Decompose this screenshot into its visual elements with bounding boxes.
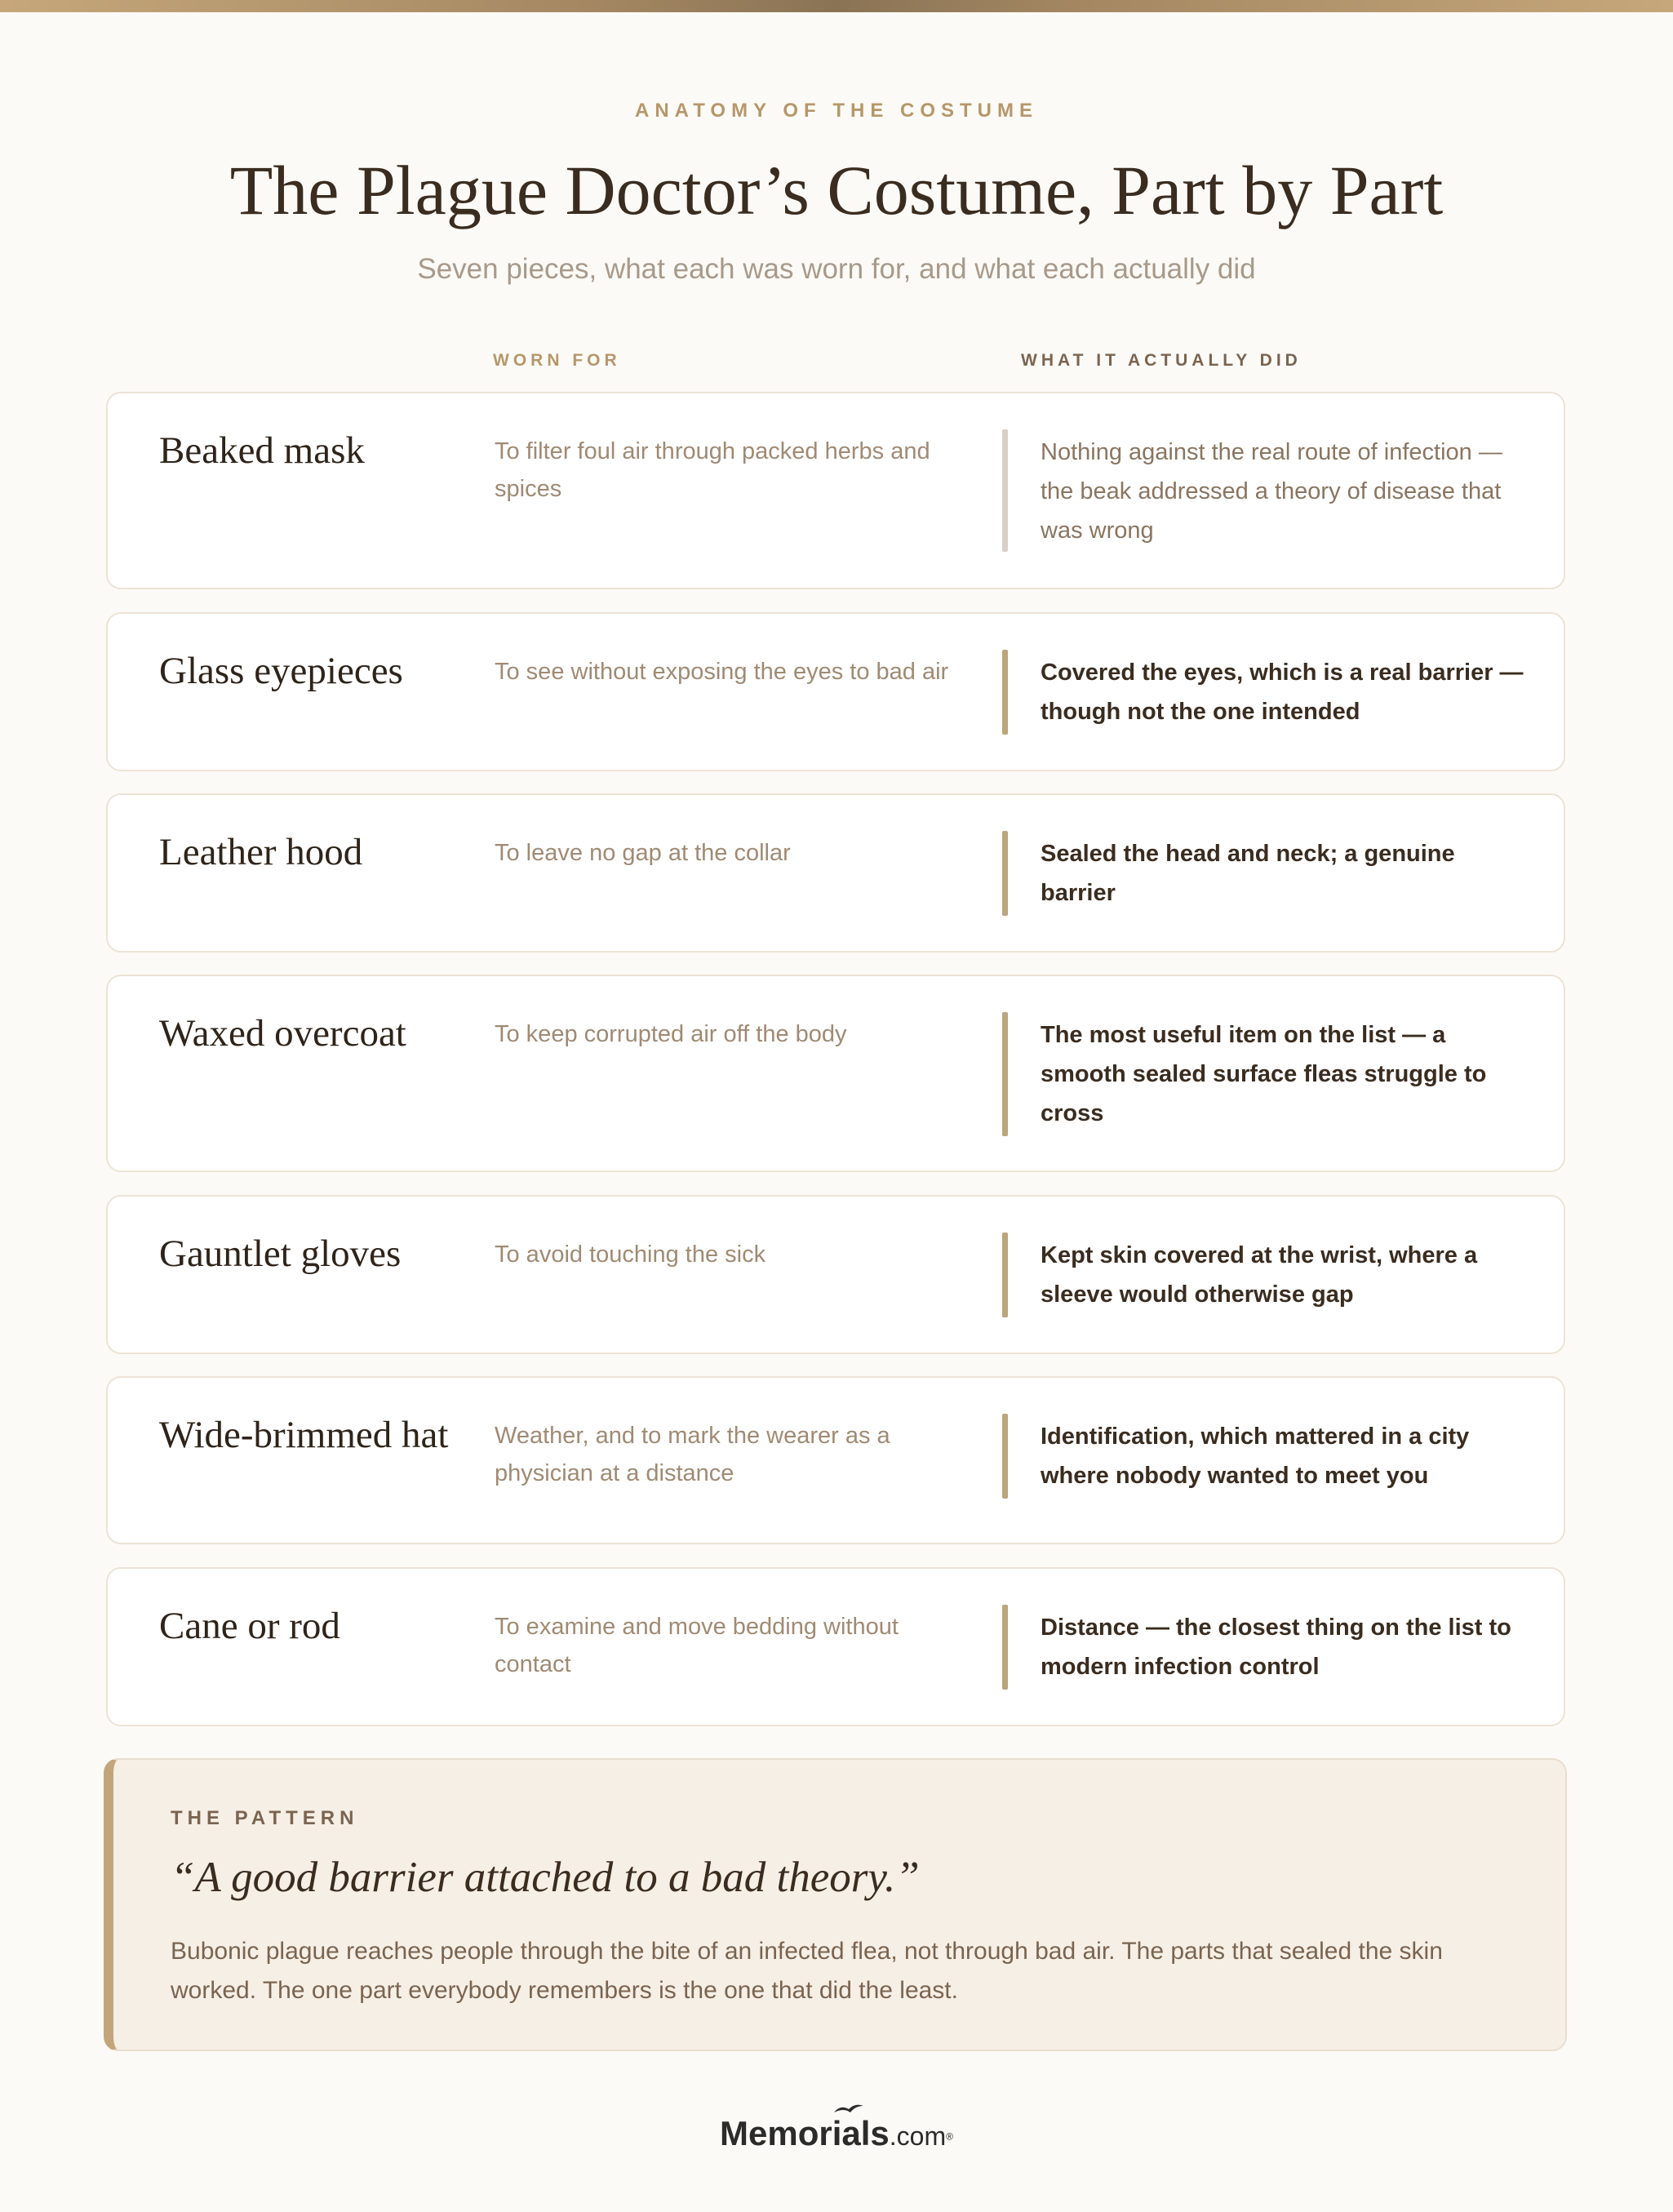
logo-registered: ®	[946, 2130, 953, 2143]
verdict-bar	[1002, 831, 1008, 916]
eyebrow-label: ANATOMY OF THE COSTUME	[634, 100, 1038, 122]
verdict-bar	[1002, 1605, 1008, 1690]
verdict-bar	[1002, 1233, 1008, 1317]
table-row	[106, 612, 1565, 771]
column-header-worn-for: WORN FOR	[493, 351, 621, 370]
logo-wordmark: Memorials	[720, 2114, 890, 2152]
table-row	[106, 1567, 1565, 1726]
part-name: Leather hood	[159, 831, 363, 873]
worn-for-text: To leave no gap at the collar	[495, 840, 791, 866]
actually-did-text: Nothing against the real route of infection — the beak addressed a theory of disease that was wrong	[1041, 439, 1502, 544]
logo-tld: .com	[889, 2121, 947, 2151]
pattern-eyebrow: THE PATTERN	[171, 1807, 359, 1829]
verdict-bar	[1002, 1414, 1008, 1499]
verdict-bar	[1002, 429, 1008, 552]
worn-for-text: To see without exposing the eyes to bad air	[495, 659, 949, 685]
page-title: The Plague Doctor’s Costume, Part by Part	[229, 151, 1444, 229]
pattern-callout	[104, 1758, 1567, 2051]
actually-did-text: Kept skin covered at the wrist, where a sleeve would otherwise gap	[1041, 1242, 1478, 1308]
part-name: Wide-brimmed hat	[159, 1414, 449, 1456]
part-name: Glass eyepieces	[159, 650, 403, 692]
worn-for-text: To filter foul air through packed herbs and spices	[495, 438, 930, 502]
top-accent-bar	[0, 0, 1673, 12]
actually-did-text: Sealed the head and neck; a genuine barrier	[1041, 841, 1455, 906]
worn-for-text: To avoid touching the sick	[495, 1241, 766, 1268]
worn-for-text: To keep corrupted air off the body	[495, 1021, 847, 1047]
bird-mark-icon	[832, 2103, 865, 2114]
table-row	[106, 793, 1565, 953]
actually-did-text: Identification, which mattered in a city where nobody wanted to meet you	[1041, 1424, 1470, 1489]
pattern-body: Bubonic plague reaches people through the bite of an infected flea, not through bad air. The parts that sealed the skin worked. The one part everybody remembers is the one that did the least.	[171, 1938, 1443, 2004]
actually-did-text: Distance — the closest thing on the list to modern infection control	[1041, 1615, 1511, 1680]
worn-for-text: Weather, and to mark the wearer as a physician at a distance	[495, 1423, 890, 1486]
verdict-bar	[1002, 1012, 1008, 1136]
part-name: Gauntlet gloves	[159, 1233, 402, 1275]
footer-logo	[0, 2114, 1673, 2153]
verdict-bar	[1002, 650, 1008, 735]
actually-did-text: The most useful item on the list — a smooth sealed surface fleas struggle to cross	[1041, 1022, 1487, 1126]
table-row	[106, 1376, 1565, 1544]
worn-for-text: To examine and move bedding without contact	[495, 1614, 899, 1677]
column-header-actually-did: WHAT IT ACTUALLY DID	[1021, 351, 1302, 370]
actually-did-text: Covered the eyes, which is a real barrier — though not the one intended	[1041, 660, 1524, 725]
page-subtitle: Seven pieces, what each was worn for, and what each actually did	[417, 253, 1256, 285]
part-name: Cane or rod	[159, 1605, 340, 1647]
table-row	[106, 392, 1565, 589]
table-row	[106, 1195, 1565, 1354]
pattern-quote: “A good barrier attached to a bad theory.”	[171, 1854, 920, 1901]
part-name: Beaked mask	[159, 429, 365, 472]
part-name: Waxed overcoat	[159, 1012, 406, 1055]
table-row	[106, 975, 1565, 1172]
